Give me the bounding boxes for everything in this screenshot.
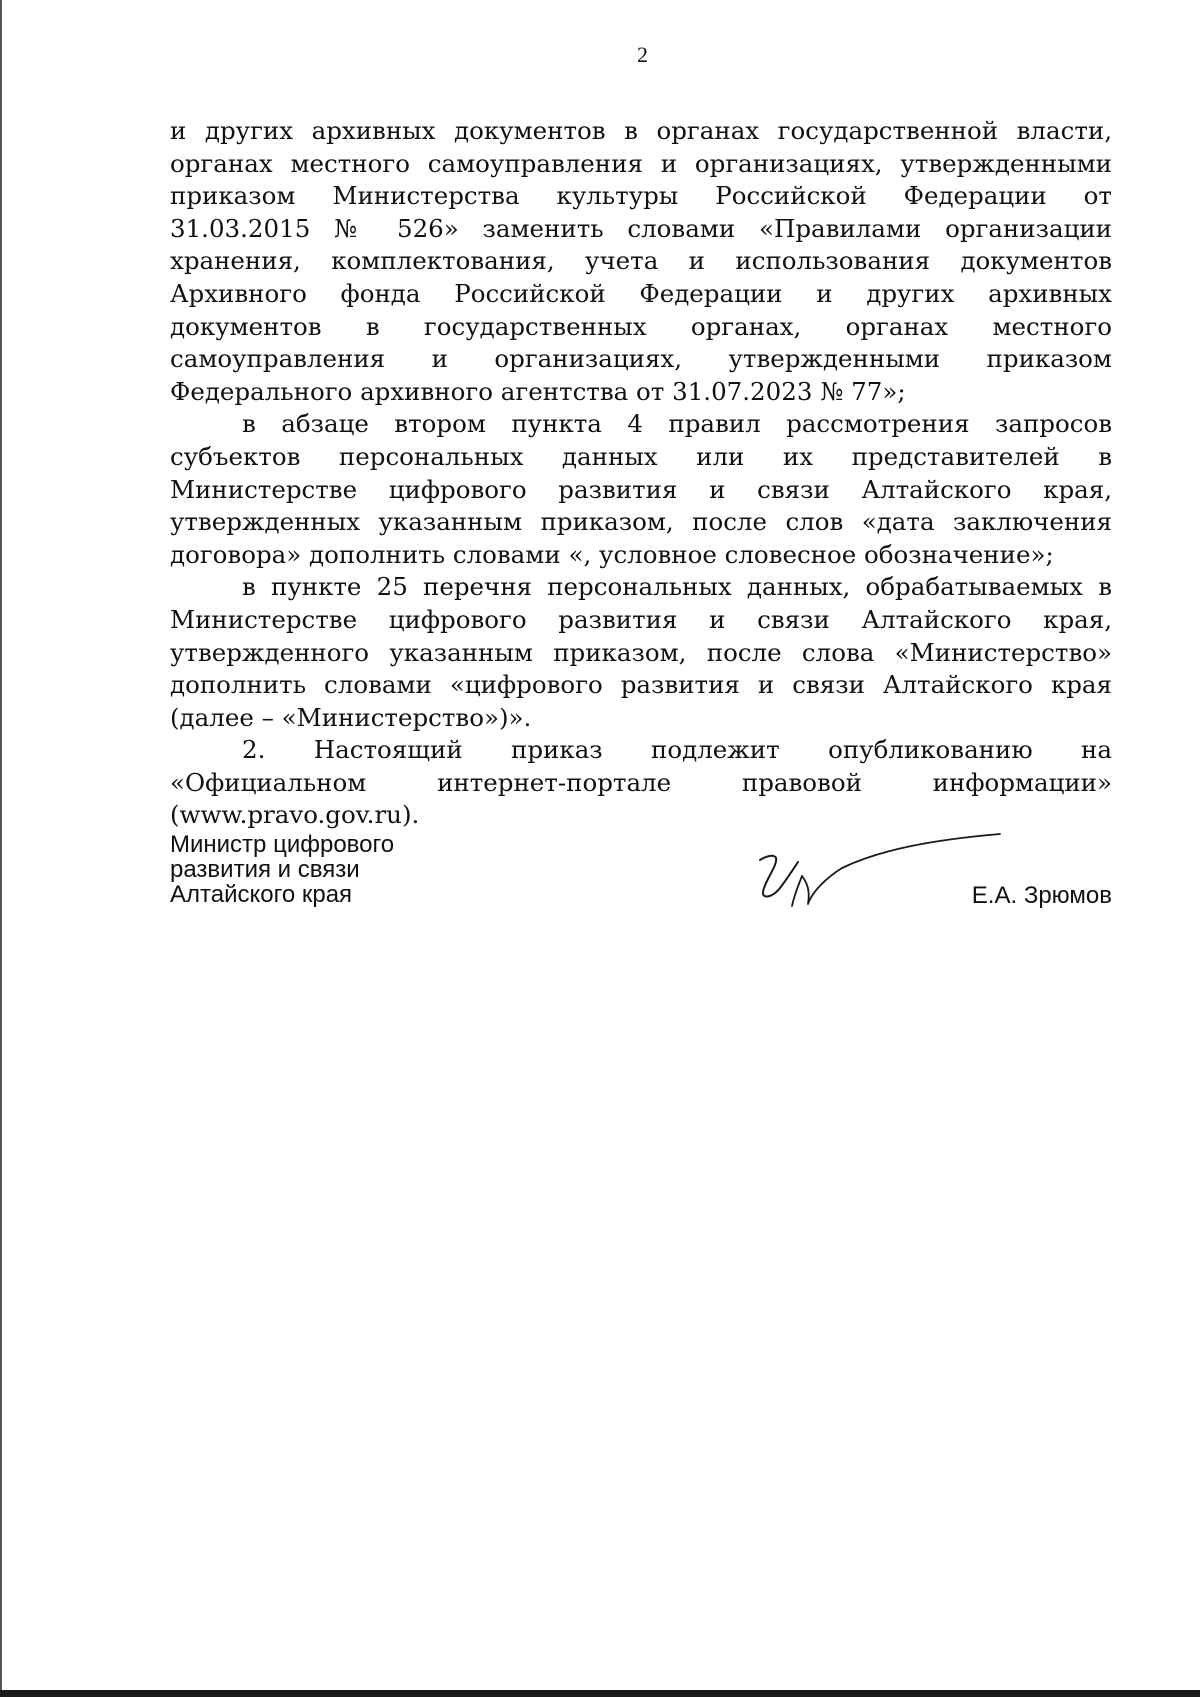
page-left-edge [0,0,2,1690]
paragraph-archive-rules: и других архивных документов в органах государственной власти, органах местного самоуправления и организациях, утвержденными приказом Министерства культуры Российской Федерации от 31.03.2015 № 526» заменить словами «Правилами организации хранения, комплектования, учета и использования документов Архивного фонда Российской Федерации и других архивных документов в государственных органах, органах местного самоуправления и организациях, утвержденными приказом Федерального архивного агентства от 31.07.2023 № 77»; [170,116,1112,406]
signer-title-line: развития и связи [170,856,360,883]
page-number: 2 [637,42,648,67]
signer-title-line: Министр цифрового [170,831,395,858]
paragraph-personal-data-list: в пункте 25 перечня персональных данных, обрабатываемых в Министерстве цифрового развития и связи Алтайского края, утвержденного указанным приказом, после слова «Министерство» дополнить словами «цифрового развития и связи Алтайского края (далее – «Министерство»)». [170,572,1112,732]
paragraph-publication: 2. Настоящий приказ подлежит опубликованию на «Официальном интернет-портале правовой информации» (www.pravo.gov.ru). [170,735,1112,830]
signer-name: Е.А. Зрюмов [971,882,1112,909]
signature-block [170,832,1112,932]
paragraph-requests-rules: в абзаце втором пункта 4 правил рассмотрения запросов субъектов персональных данных или их представителей в Министерстве цифрового развития и связи Алтайского края, утвержденных указанным приказом, после слов «дата заключения договора» дополнить словами «, условное словесное обозначение»; [170,409,1112,569]
signer-title [170,832,394,907]
handwritten-signature [580,832,1020,912]
page-bottom-edge [0,1690,1200,1697]
document-body [170,115,1112,832]
signer-title-line: Алтайского края [170,881,353,908]
